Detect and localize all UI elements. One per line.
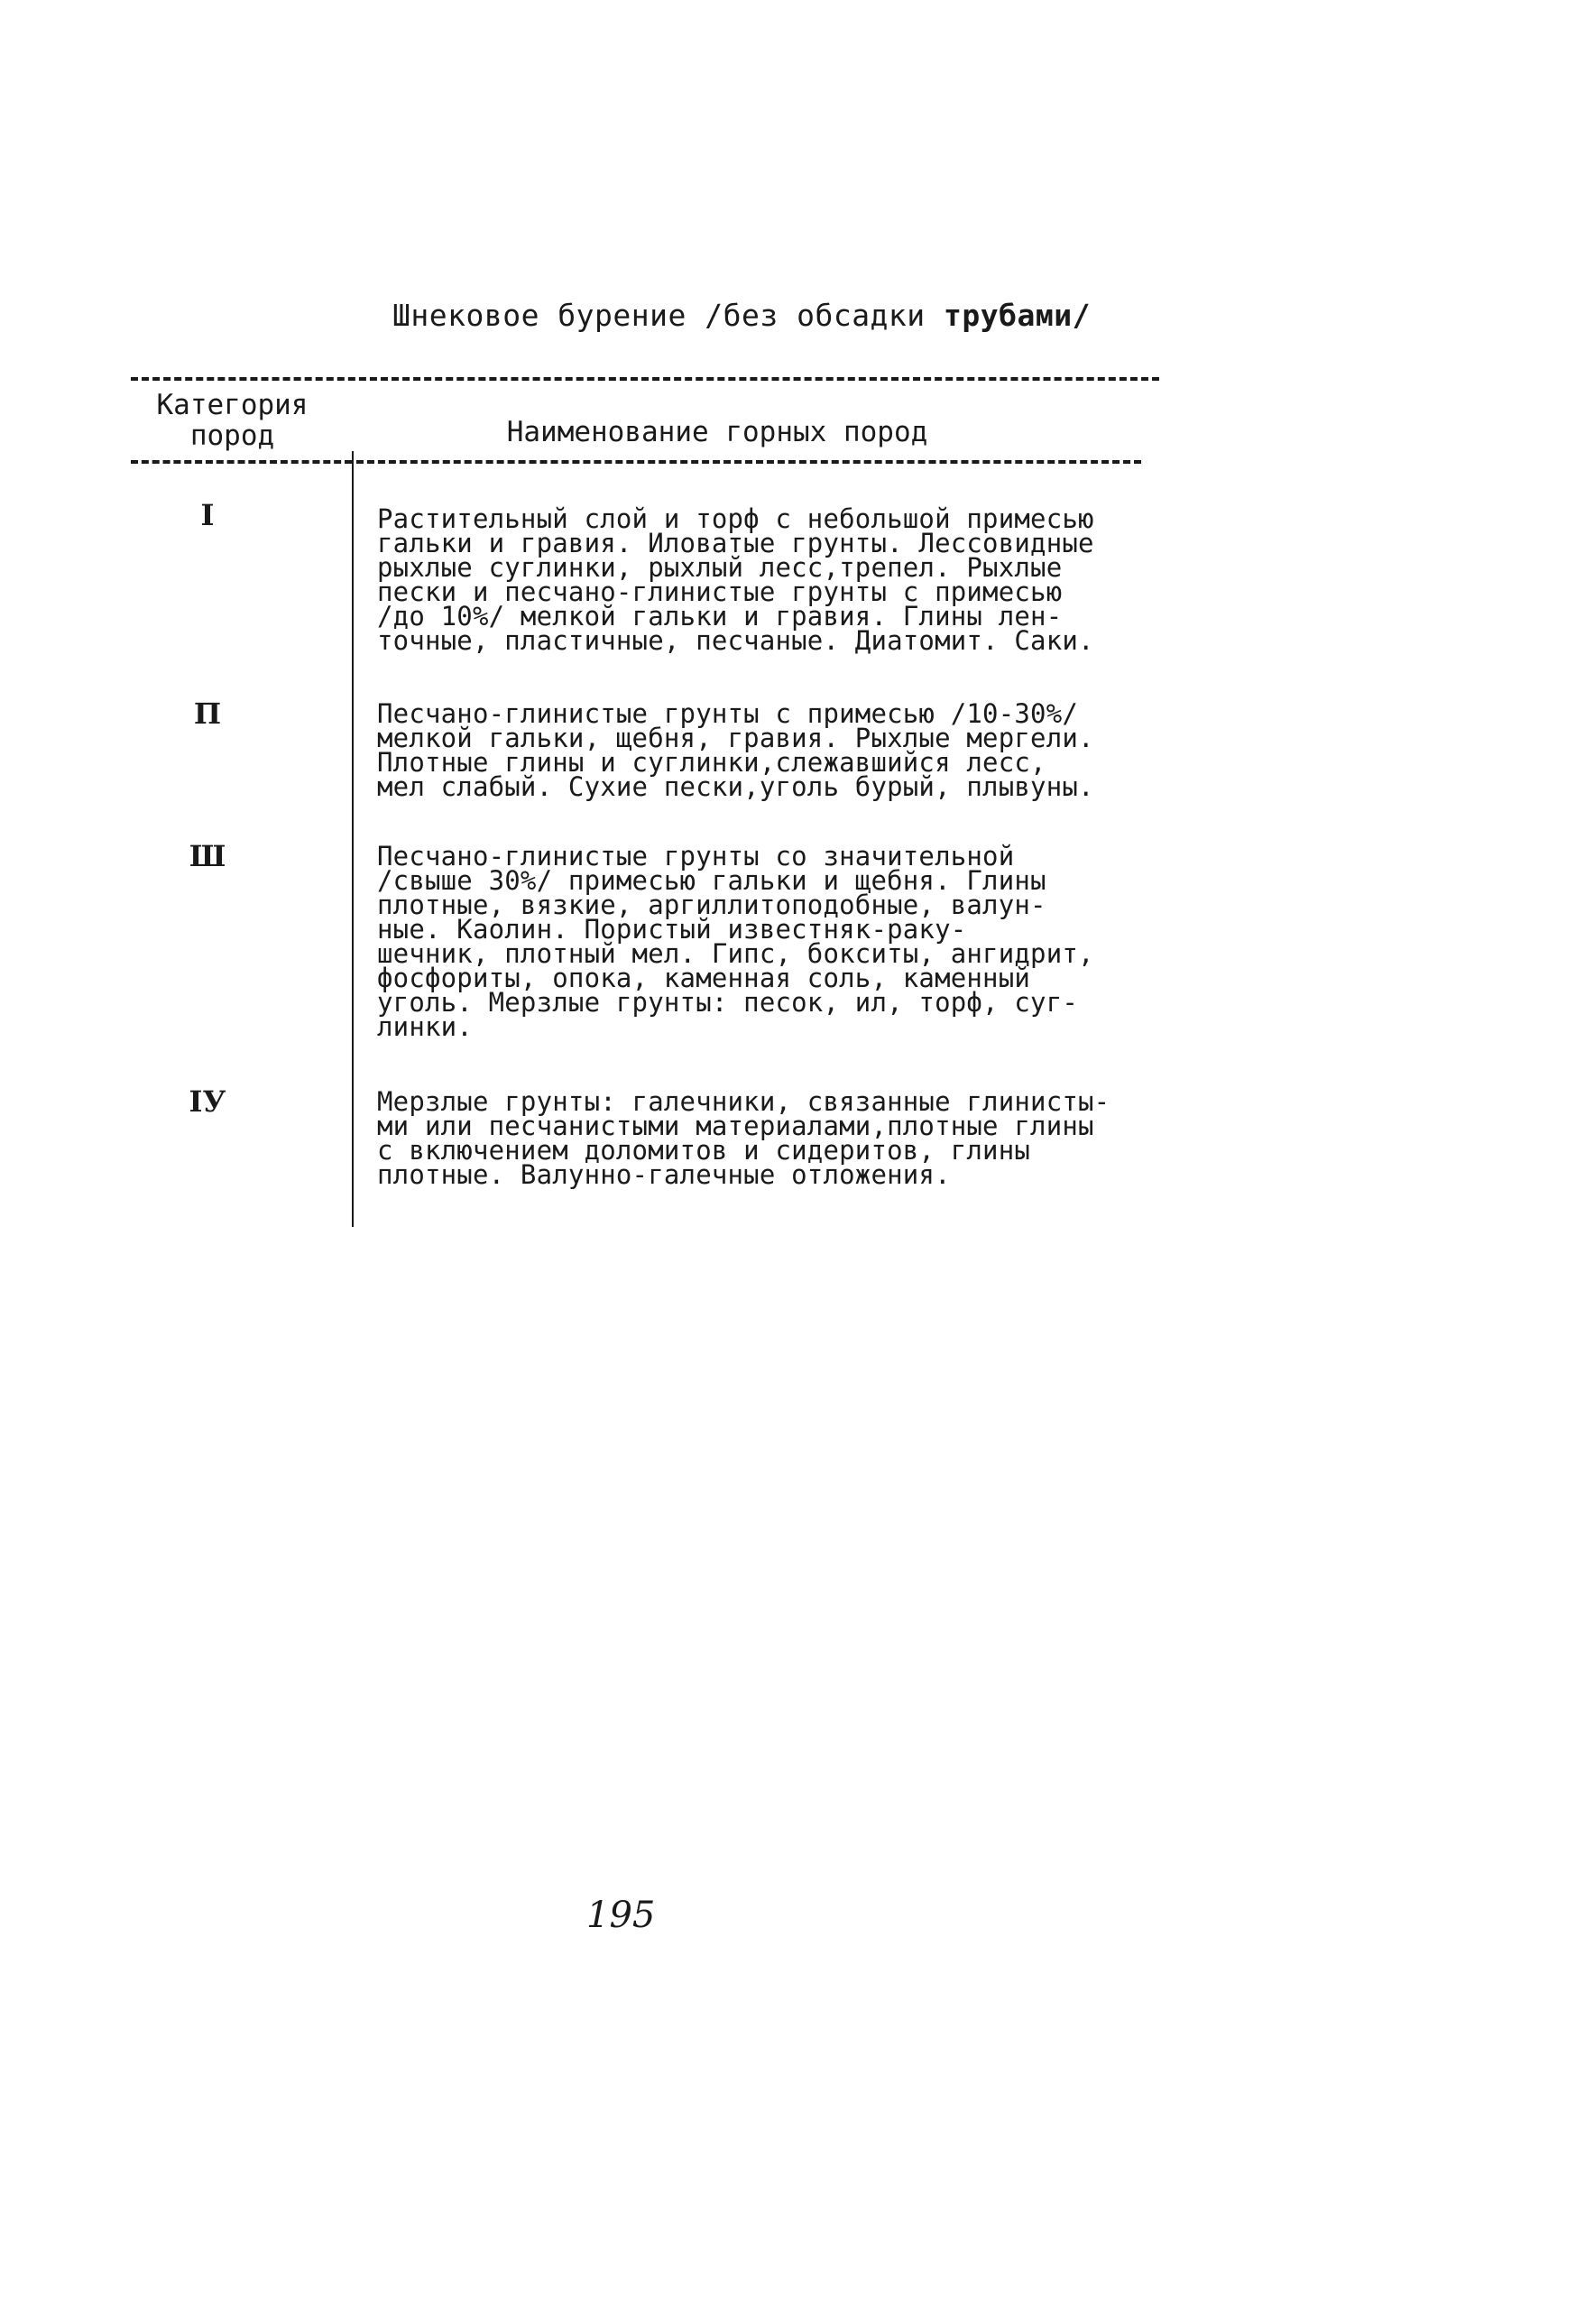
category-cell: IУ [189,1084,226,1119]
header-category-line1: Категория [156,389,309,421]
description-line: гальки и гравия. Иловатые грунты. Лессовидные [377,528,1094,558]
header-category [135,390,329,451]
description-line: ми или песчанистыми материалами,плотные глины [377,1111,1094,1141]
description-cell [377,698,1189,802]
page-title [392,298,1091,333]
header-name: Наименование горных пород [506,416,928,448]
description-line: Растительный слой и торф с небольшой примесью [377,503,1094,534]
description-line: плотные. Валунно-галечные отложения. [377,1159,951,1190]
description-line: ные. Каолин. Пористый известняк-раку- [377,914,967,945]
description-line: уголь. Мерзлые грунты: песок, ил, торф, суг- [377,987,1079,1018]
description-line: пески и песчано-глинистые грунты с примесью [377,576,1063,607]
description-line: мел слабый. Сухие пески,уголь бурый, плывуны. [377,771,1094,802]
description-line: шечник, плотный мел. Гипс, бокситы, ангидрит, [377,938,1094,969]
header-rule-right [356,460,1141,464]
category-cell: I [200,498,215,532]
description-cell [377,503,1189,656]
description-line: рыхлые суглинки, рыхлый лесс,трепел. Рыхлые [377,552,1063,583]
description-line: Песчано-глинистые грунты с примесью /10-30%/ [377,698,1079,729]
page-number: 195 [586,1895,656,1936]
description-line: Мерзлые грунты: галечники, связанные глинисты- [377,1086,1110,1117]
description-line: плотные, вязкие, аргиллитоподобные, валун- [377,890,1046,920]
column-divider [352,451,354,1227]
header-rule-left [131,460,352,464]
description-line: /свыше 30%/ примесью гальки и щебня. Глины [377,865,1046,896]
description-cell [377,841,1189,1042]
description-line: мелкой гальки, щебня, гравия. Рыхлые мергели. [377,723,1094,753]
description-cell [377,1086,1189,1190]
description-line: Песчано-глинистые грунты со значительной [377,841,1015,872]
description-line: с включением доломитов и сидеритов, глины [377,1135,1031,1166]
header-category-line2: пород [189,420,275,452]
description-line: фосфориты, опока, каменная соль, каменный [377,963,1031,993]
description-line: линки. [377,1011,473,1042]
table-top-rule [131,377,1159,381]
description-line: /до 10%/ мелкой гальки и гравия. Глины лен- [377,601,1063,632]
category-cell: Ш [189,839,226,873]
category-cell: П [193,696,222,731]
description-line: Плотные глины и суглинки,слежавшийся лесс, [377,747,1046,778]
description-line: точные, пластичные, песчаные. Диатомит. Саки. [377,625,1094,656]
page-title-bold-text: трубами/ [944,298,1091,333]
page-title-text: Шнековое бурение /без обсадки [392,298,945,333]
